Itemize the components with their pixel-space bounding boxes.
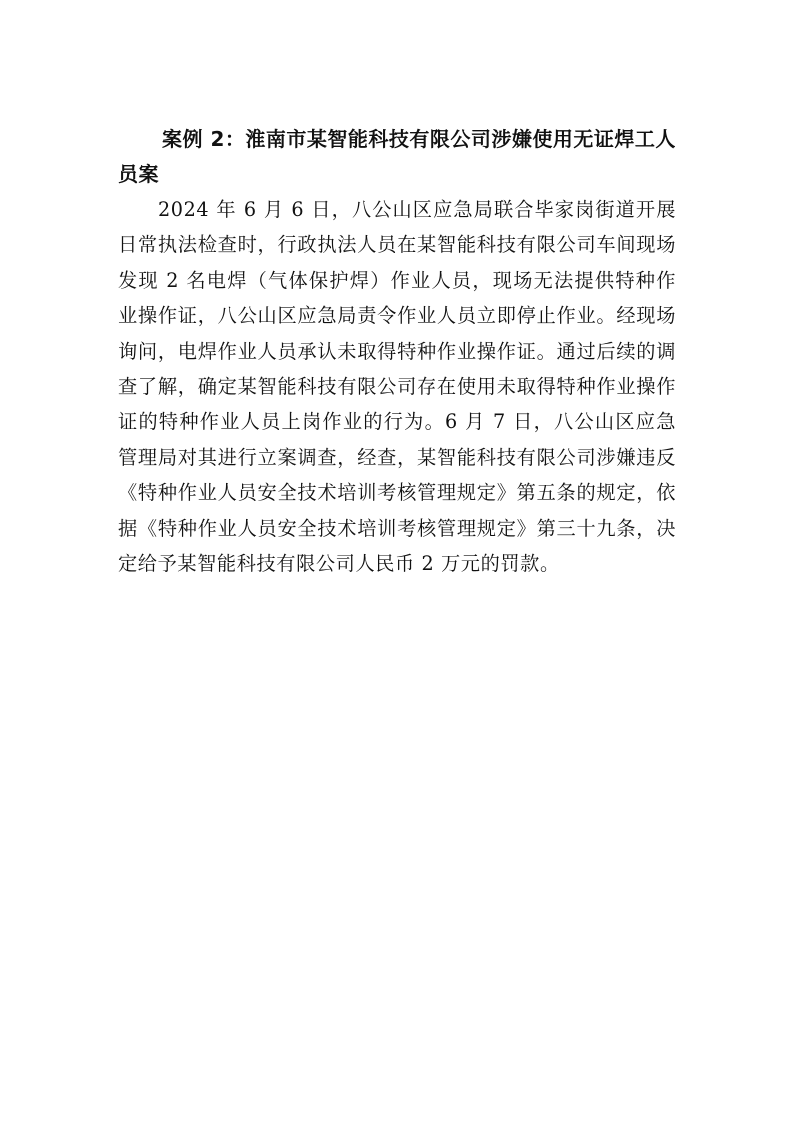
document-content — [118, 122, 676, 581]
case-paragraph: 2024 年 6 月 6 日，八公山区应急局联合毕家岗街道开展日常执法检查时，行政执法人员在某智能科技有限公司车间现场发现 2 名电焊（气体保护焊）作业人员，现场无法提供特种作业操作证，八公山区应急局责令作业人员立即停止作业。经现场询问，电焊作业人员承认未取得特种作业操作证。通过后续的调查了解，确定某智能科技有限公司存在使用未取得特种作业操作证的特种作业人员上岗作业的行为。6 月 7 日，八公山区应急管理局对其进行立案调查，经查，某智能科技有限公司涉嫌违反《特种作业人员安全技术培训考核管理规定》第五条的规定，依据《特种作业人员安全技术培训考核管理规定》第三十九条，决定给予某智能科技有限公司人民币 2 万元的罚款。 — [118, 198, 676, 576]
case-title: 案例 2：淮南市某智能科技有限公司涉嫌使用无证焊工人员案 — [118, 127, 676, 186]
